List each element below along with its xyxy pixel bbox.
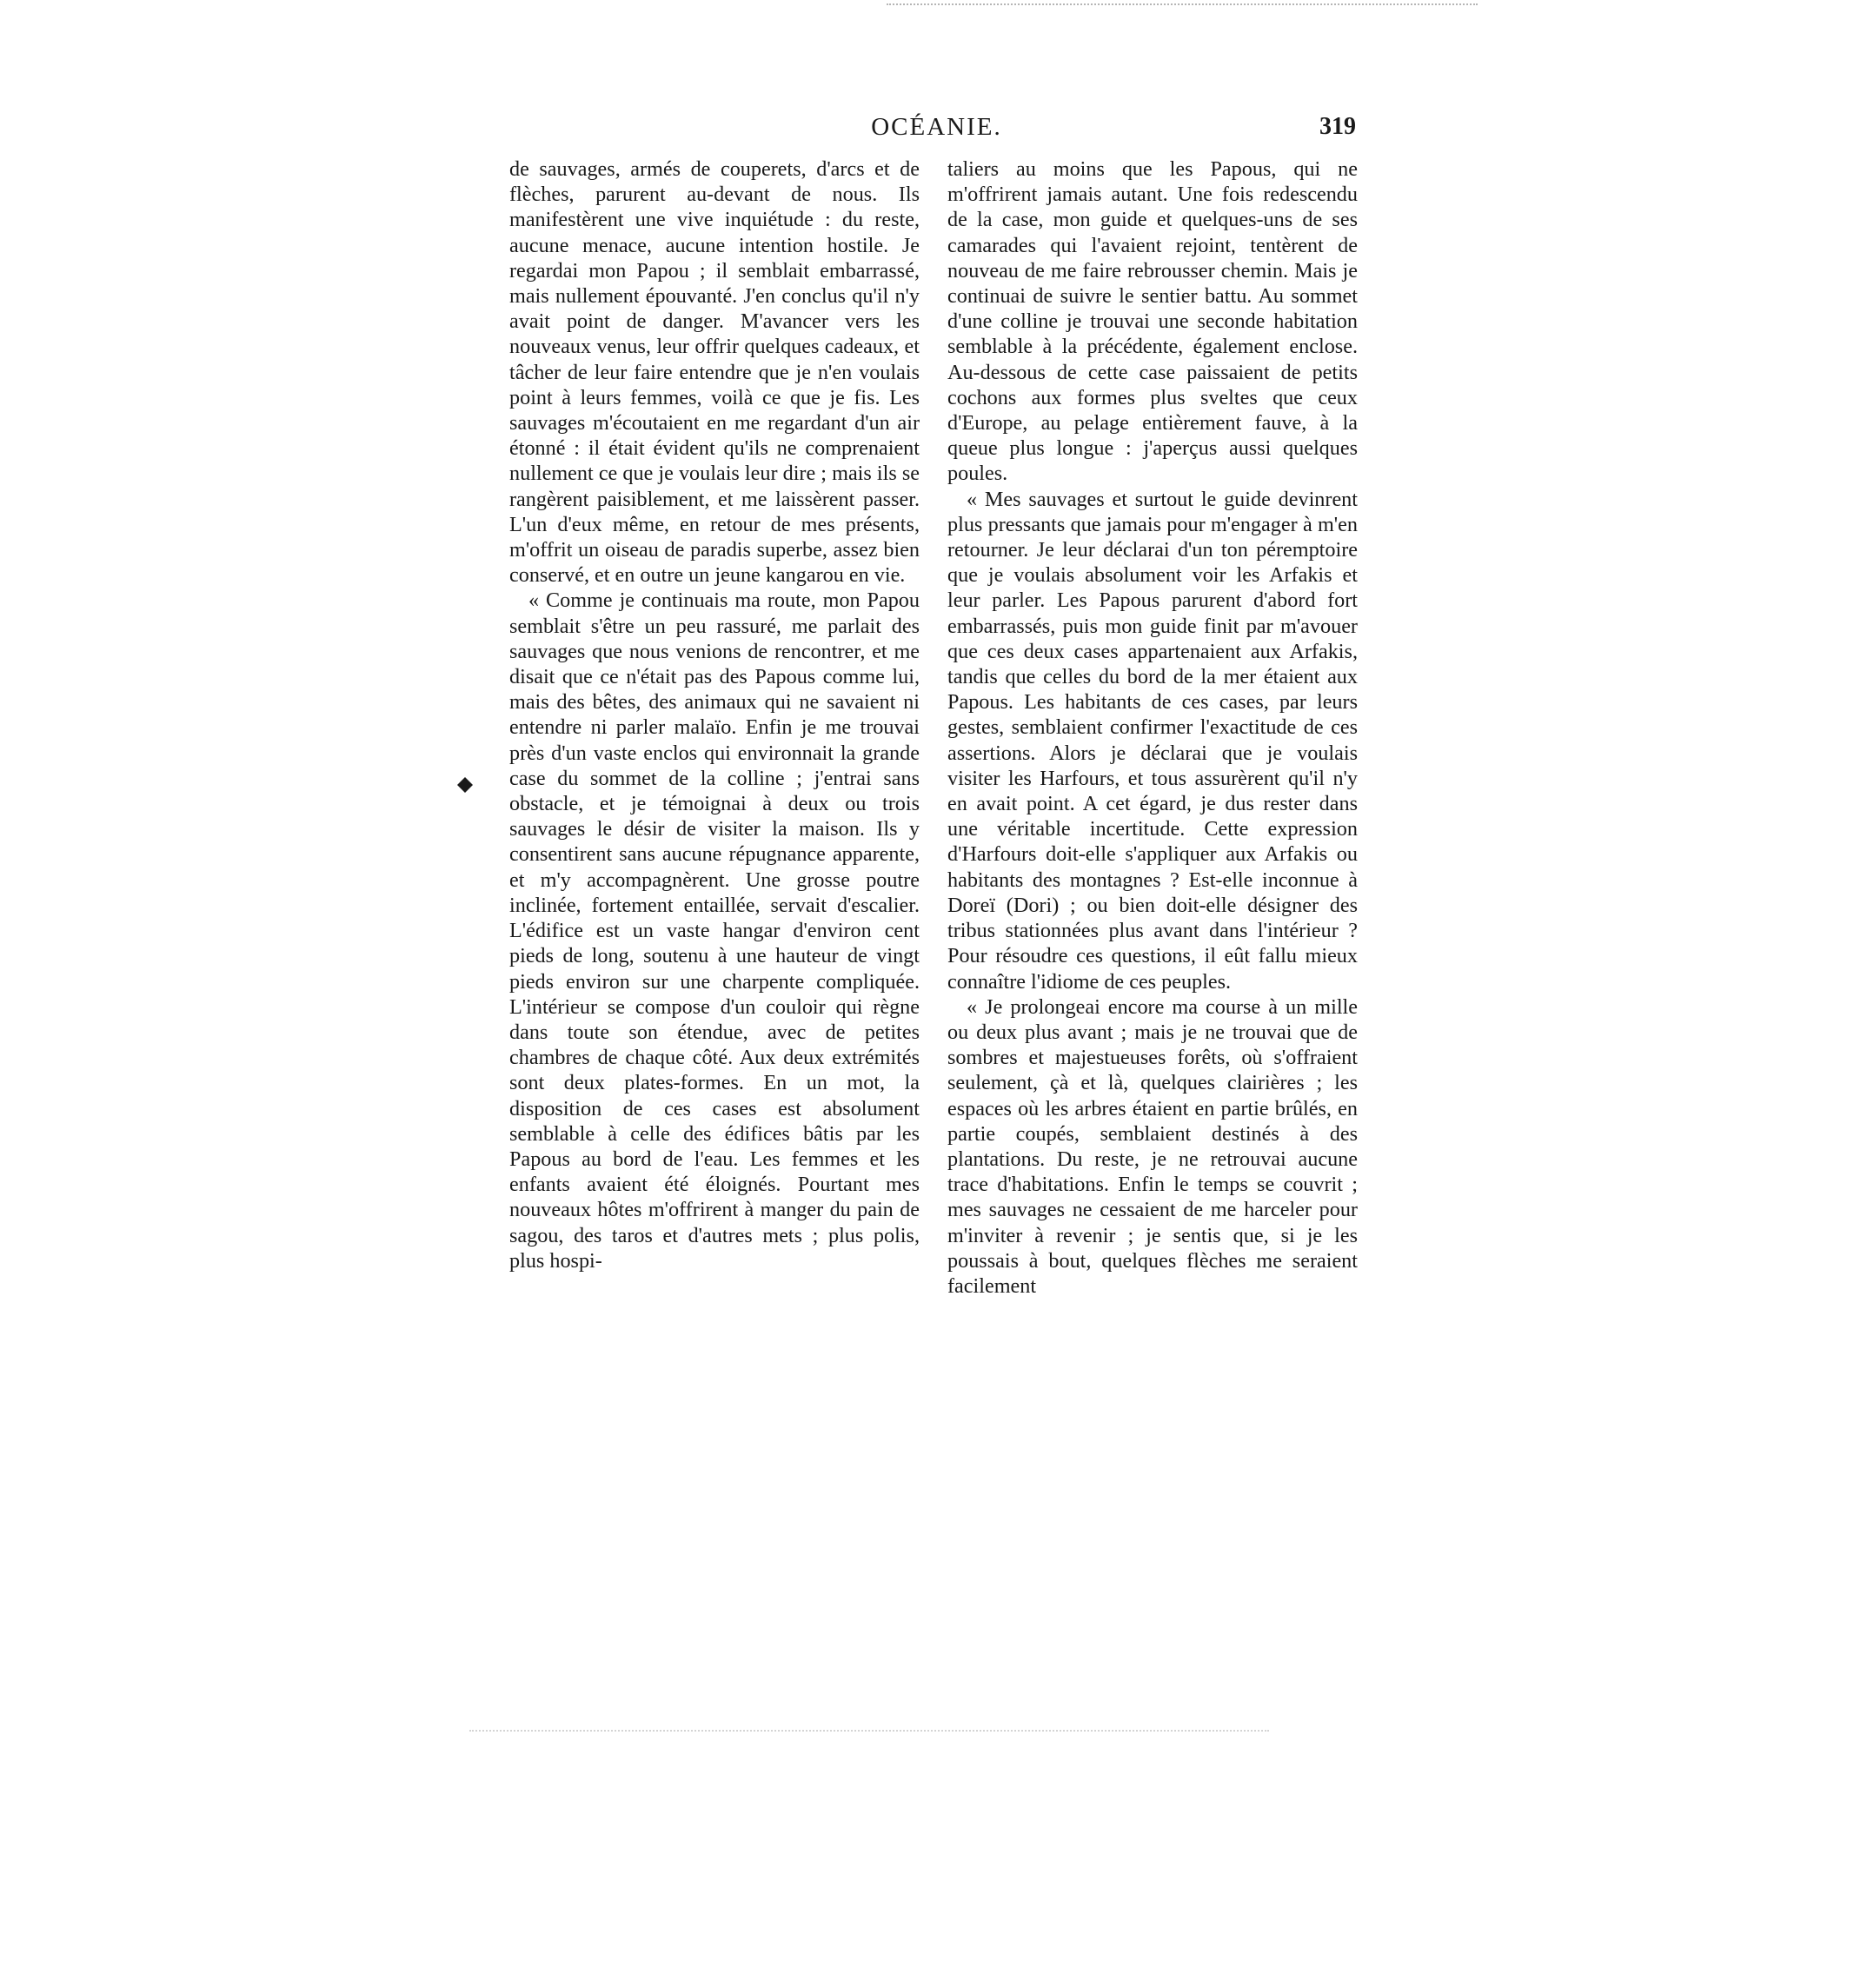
running-head <box>513 110 1360 144</box>
running-title: OCÉANIE. <box>871 113 1002 141</box>
right-paragraph-2: « Mes sauvages et surtout le guide devinrent plus pressants que jamais pour m'engager à m'en retourner. Je leur déclarai d'un ton péremptoire que je voulais absolument voir les Arfakis et leur parler. Les Papous parurent d'abord fort embarrassés, puis mon guide finit par m'avouer que ces deux cases appartenaient aux Arfakis, tandis que celles du bord de la mer étaient aux Papous. Les habitants de ces cases, par leurs gestes, semblaient confirmer l'exactitude de ces assertions. Alors je déclarai que je voulais visiter les Harfours, et tous assurèrent qu'il n'y en avait point. A cet égard, je dus rester dans une véritable incertitude. Cette expression d'Harfours doit-elle s'appliquer aux Arfakis ou habitants des montagnes ? Est-elle inconnue à Doreï (Dori) ; ou bien doit-elle désigner des tribus stationnées plus avant dans l'intérieur ? Pour résoudre ces questions, il eût fallu mieux connaître l'idiome de ces peuples. <box>947 487 1358 994</box>
left-paragraph-2: « Comme je continuais ma route, mon Papou semblait s'être un peu rassuré, me parlait des sauvages que nous venions de rencontrer, et me disait que ce n'était pas des Papous comme lui, mais des bêtes, des animaux qui ne savaient ni entendre ni parler malaïo. Enfin je me trouvai près d'un vaste enclos qui environnait la grande case du sommet de la colline ; j'entrai sans obstacle, et je témoignai à deux ou trois sauvages le désir de visiter la maison. Ils y consentirent sans aucune répugnance apparente, et m'y accompagnèrent. Une grosse poutre inclinée, fortement entaillée, servait d'escalier. L'édifice est un vaste hangar d'environ cent pieds de long, soutenu à une hauteur de vingt pieds environ sur une charpente compliquée. L'intérieur se compose d'un couloir qui règne dans toute son étendue, avec de petites chambres de chaque côté. Aux deux extrémités sont deux plates-formes. En un mot, la disposition de ces cases est absolument semblable à celle des édifices bâtis par les Papous au bord de l'eau. Les femmes et les enfants avaient été éloignés. Pourtant mes nouveaux hôtes m'offrirent à manger du pain de sagou, des taros et d'autres mets ; plus polis, plus hospi- <box>509 588 920 1273</box>
scan-edge-top <box>887 3 1478 5</box>
right-paragraph-3: « Je prolongeai encore ma course à un mille ou deux plus avant ; mais je ne trouvai que de sombres et majestueuses forêts, où s'offraient seulement, çà et là, quelques clairières ; les espaces où les arbres étaient en partie brûlés, en partie coupés, semblaient destinés à des plantations. Du reste, je ne retrouvai aucune trace d'habitations. Enfin le temps se couvrit ; mes sauvages ne cessaient de me harceler pour m'inviter à revenir ; je sentis que, si je les poussais à bout, quelques flèches me seraient facilement <box>947 994 1358 1298</box>
scan-edge-bottom <box>469 1730 1269 1732</box>
right-column <box>947 156 1358 1299</box>
left-paragraph-1: de sauvages, armés de couperets, d'arcs et de flèches, parurent au-devant de nous. Ils manifestèrent une vive inquiétude : du reste, aucune menace, aucune intention hostile. Je regardai mon Papou ; il semblait embarrassé, mais nullement épouvanté. J'en conclus qu'il n'y avait point de danger. M'avancer vers les nouveaux venus, leur offrir quelques cadeaux, et tâcher de leur faire entendre que je n'en voulais point à leurs femmes, voilà ce que je fis. Les sauvages m'écoutaient en me regardant d'un air étonné : il était évident qu'ils ne comprenaient nullement ce que je voulais leur dire ; mais ils se rangèrent paisiblement, et me laissèrent passer. L'un d'eux même, en retour de mes présents, m'offrit un oiseau de paradis superbe, assez bien conservé, et en outre un jeune kangarou en vie. <box>509 157 920 588</box>
margin-diamond-icon <box>456 776 474 794</box>
page-number: 319 <box>1319 113 1356 140</box>
right-paragraph-1: taliers au moins que les Papous, qui ne m'offrirent jamais autant. Une fois redescendu de la case, mon guide et quelques-uns de ses camarades qui l'avaient rejoint, tentèrent de nouveau de me faire rebrousser chemin. Mais je continuai de suivre le sentier battu. Au sommet d'une colline je trouvai une seconde habitation semblable à la précédente, également enclose. Au-dessous de cette case paissaient de petits cochons aux formes plus sveltes que ceux d'Europe, au pelage entièrement fauve, à la queue plus longue : j'aperçus aussi quelques poules. <box>947 157 1358 486</box>
left-column <box>509 156 920 1273</box>
